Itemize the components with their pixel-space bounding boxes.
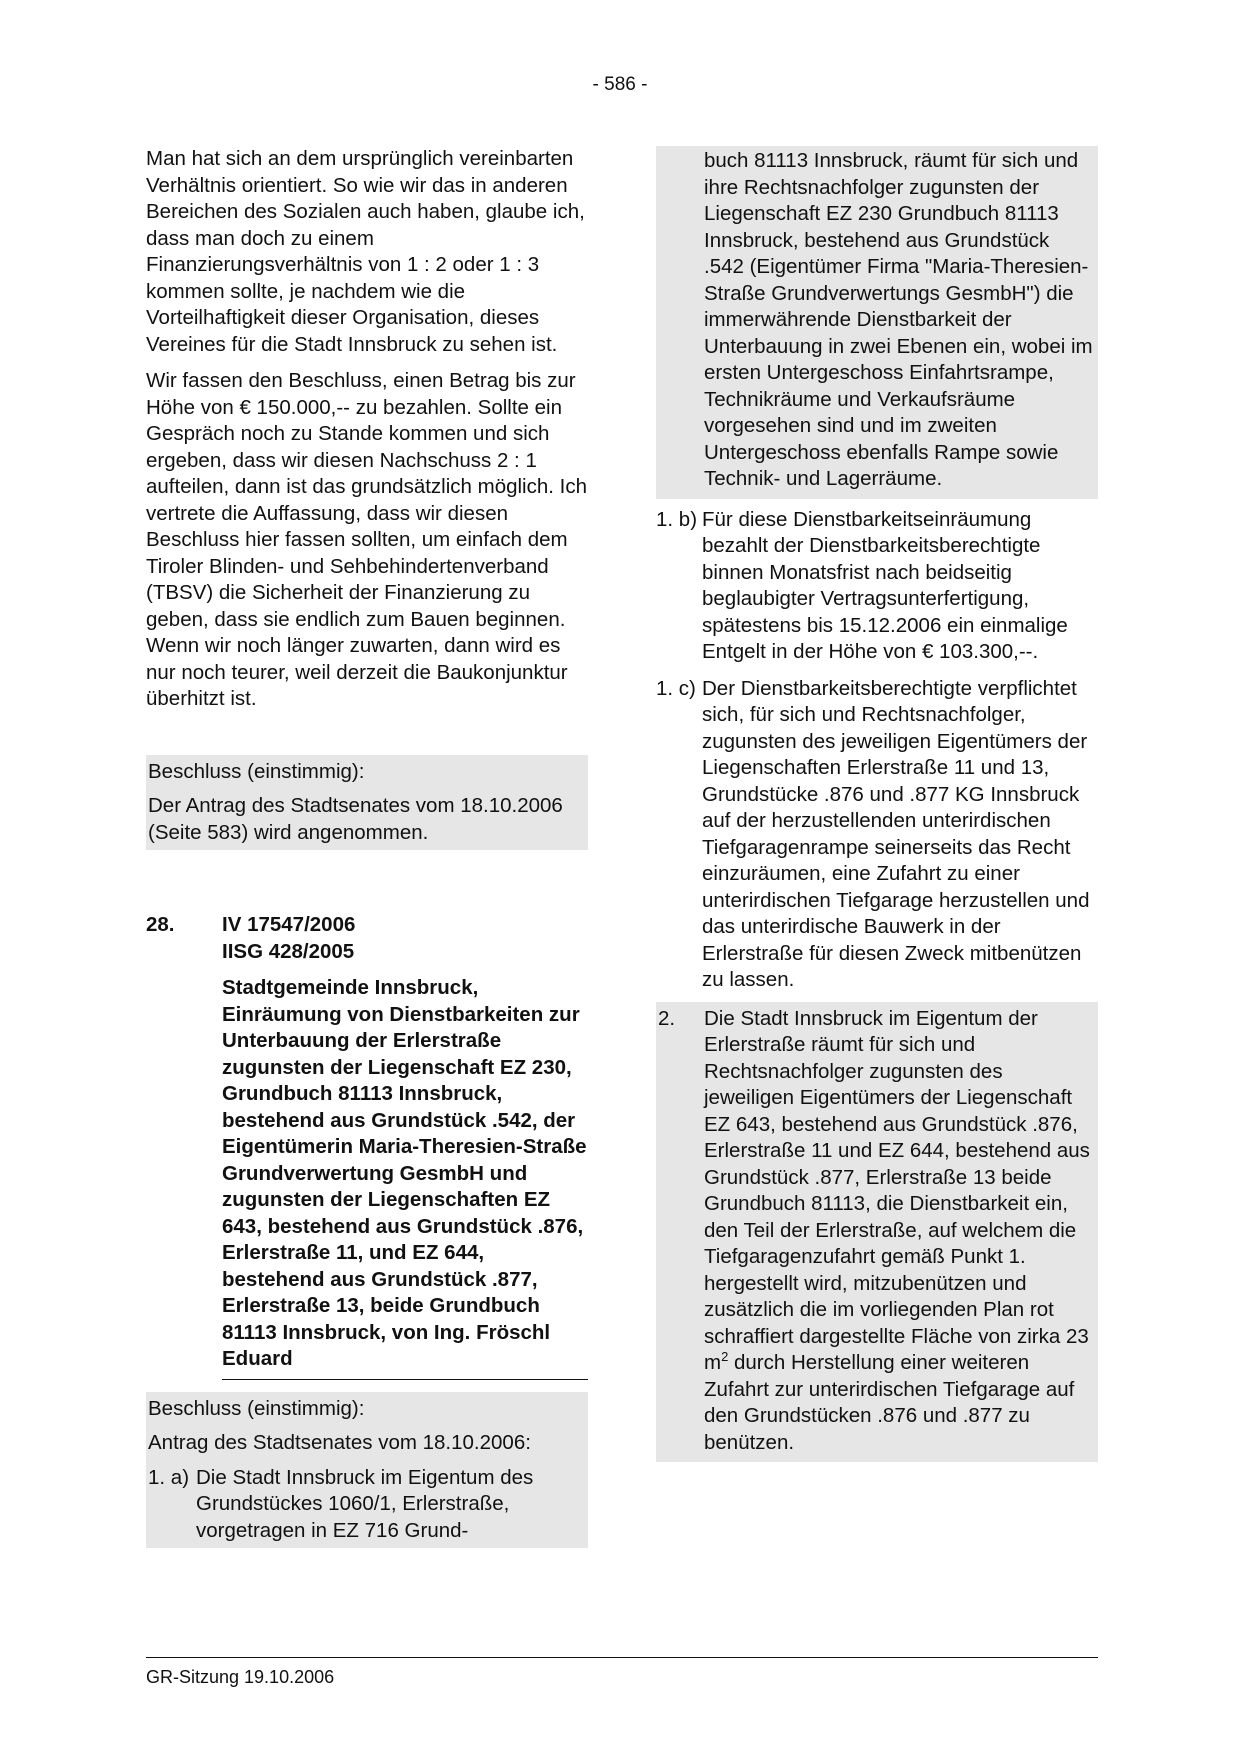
resolution-item-1a <box>146 1461 588 1549</box>
continuation-box <box>656 146 1098 499</box>
agenda-header <box>146 912 588 965</box>
right-column <box>656 146 1098 1462</box>
agenda-id-2: IISG 428/2005 <box>222 939 355 963</box>
resolution-intro: Antrag des Stadtsenates vom 18.10.2006: <box>148 1431 531 1454</box>
item-number: 1. a) <box>148 1465 190 1489</box>
resolution-box-1 <box>146 755 588 851</box>
item-text: Für diese Dienstbarkeitseinräumung bezahlt der Dienstbarkeitsberechtigte binnen Monatsfrist nach beidseitig beglaubigter Vertragsunterfertigung, spätestens bis 15.12.2006 ein einmalige Entgelt in der Höhe von € 103.300,--. <box>702 507 1068 663</box>
item-number: 1. c) <box>656 676 696 700</box>
item-text-part-1: Die Stadt Innsbruck im Eigentum der Erlerstraße räumt für sich und Rechtsnachfolger zugunsten des jeweiligen Eigentümers der Liegenschaft EZ 643, bestehend aus Grundstück .876, Erlerstraße 11 und EZ 644, bestehend aus Grundstück .877, Erlerstraße 13 beide Grundbuch 81113, die Dienstbarkeit ein, den Teil der Erlerstraße, auf welchem die Tiefgaragenzufahrt gemäß Punkt 1. hergestellt wird, mitzubenützen und zusätzlich die im vorliegenden Plan rot schraffiert dargestellte Fläche von zirka 23 m <box>704 1006 1090 1374</box>
resolution-text: Der Antrag des Stadtsenates vom 18.10.2006 (Seite 583) wird angenommen. <box>148 794 563 844</box>
agenda-ids <box>222 912 588 965</box>
resolution-label-2: Beschluss (einstimmig): <box>148 1396 365 1420</box>
resolution-item-1b <box>656 507 1098 666</box>
agenda-title: Stadtgemeinde Innsbruck, Einräumung von Dienstbarkeiten zur Unterbauung der Erlerstraße zugunsten der Liegenschaft EZ 230, Grundbuch 81113 Innsbruck, bestehend aus Grundstück .542, der Eigentümerin Maria-Theresien-Straße Grundverwertung GesmbH und zugunsten der Liegenschaften EZ 643, bestehend aus Grundstück .876, Erlerstraße 11, und EZ 644, bestehend aus Grundstück .877, Erlerstraße 13, beide Grundbuch 81113 Innsbruck, von Ing. Fröschl Eduard <box>222 975 588 1380</box>
item-text: Die Stadt Innsbruck im Eigentum des Grundstückes 1060/1, Erlerstraße, vorgetragen in EZ 716 Grund- <box>196 1465 534 1542</box>
paragraph-1: Man hat sich an dem ursprünglich vereinbarten Verhältnis orientiert. So wie wir das in anderen Bereichen des Sozialen auch haben, glaube ich, dass man doch zu einem Finanzierungsverhältnis von 1 : 2 oder 1 : 3 kommen sollte, je nachdem wie die Vorteilhaftigkeit dieser Organisation, dieses Vereines für die Stadt Innsbruck zu sehen ist. <box>146 147 585 356</box>
agenda-number: 28. <box>146 913 175 936</box>
resolution-item-1c <box>656 676 1098 994</box>
resolution-box-2 <box>146 1392 588 1549</box>
continuation-text: buch 81113 Innsbruck, räumt für sich und ihre Rechtsnachfolger zugunsten der Liegenschaft EZ 230 Grundbuch 81113 Innsbruck, bestehend aus Grundstück .542 (Eigentümer Firma "Maria-Theresien-Straße Grundverwertungs GesmbH") die immerwährende Dienstbarkeit der Unterbauung in zwei Ebenen ein, wobei im ersten Untergeschoss Einfahrtsrampe, Technikräume und Verkaufsräume vorgesehen sind und im zweiten Untergeschoss ebenfalls Rampe sowie Technik- und Lagerräume. <box>704 149 1093 490</box>
resolution-item-2 <box>656 1002 1098 1463</box>
resolution-label: Beschluss (einstimmig): <box>148 759 365 783</box>
agenda-item-28 <box>146 912 588 1380</box>
page-number: - 586 - <box>592 74 648 95</box>
left-column <box>146 146 588 1548</box>
item-number: 2. <box>658 1006 676 1030</box>
footer-text: GR-Sitzung 19.10.2006 <box>146 1667 335 1687</box>
agenda-id-1: IV 17547/2006 <box>222 913 356 936</box>
item-number: 1. b) <box>656 507 698 531</box>
superscript-2: 2 <box>721 1349 729 1365</box>
item-text: Der Dienstbarkeitsberechtigte verpflichtet sich, für sich und Rechtsnachfolger, zugunsten des jeweiligen Eigentümers der Liegenschaften Erlerstraße 11 und 13, Grundstücke .876 und .877 KG Innsbruck auf der herzustellenden unterirdischen Tiefgaragenrampe seinerseits das Recht einzuräumen, eine Zufahrt zu einer unterirdischen Tiefgarage herzustellen und das unterirdische Bauwerk in der Erlerstraße für diesen Zweck mitbenützen zu lassen. <box>702 676 1090 991</box>
paragraph-2: Wir fassen den Beschluss, einen Betrag bis zur Höhe von € 150.000,-- zu bezahlen. Sollte ein Gespräch noch zu Stande kommen und sich ergeben, dass wir diesen Nachschuss 2 : 1 aufteilen, dann ist das grundsätzlich möglich. Ich vertrete die Auffassung, dass wir diesen Beschluss hier fassen sollten, um einfach dem Tiroler Blinden- und Sehbehindertenverband (TBSV) die Sicherheit der Finanzierung zu geben, dass sie endlich zum Bauen beginnen. Wenn wir noch länger zuwarten, dann wird es nur noch teurer, weil derzeit die Baukonjunktur überhitzt ist. <box>146 369 588 710</box>
item-text-part-2: durch Herstellung einer weiteren Zufahrt zur unterirdischen Tiefgarage auf den Grundstücken .876 und .877 zu benützen. <box>704 1351 1075 1454</box>
item-text <box>704 1006 1094 1457</box>
footer-divider <box>146 1657 1098 1658</box>
